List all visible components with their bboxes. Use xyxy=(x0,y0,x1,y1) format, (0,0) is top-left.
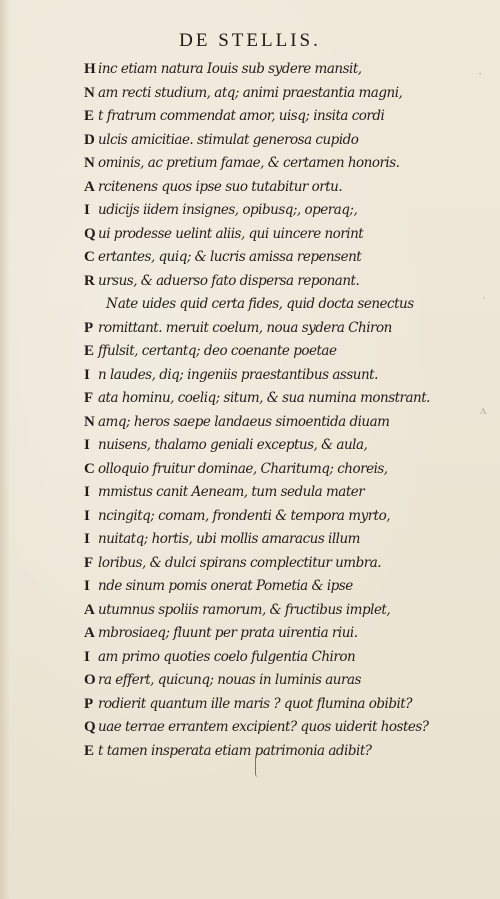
verse-line xyxy=(84,458,469,482)
verse-line xyxy=(84,434,469,458)
verse-text: mmistus canit Aeneam, tum sedula mater xyxy=(98,484,365,500)
verse-text: amq; heros saepe landaeus simoentida diuam xyxy=(98,413,390,430)
verse-text: ata hominu, coeliq; situm, & sua numina monstrant. xyxy=(98,390,430,406)
verse-line xyxy=(84,58,469,82)
verse-initial: N xyxy=(84,413,95,430)
verse-initial: I xyxy=(84,437,90,453)
verse-line xyxy=(84,646,469,670)
verse-line xyxy=(84,693,469,717)
verse-line xyxy=(84,317,469,341)
verse-initial: E xyxy=(84,742,95,759)
verse-text: ursus, & aduerso fato dispersa reponant. xyxy=(98,272,360,289)
margin-mark: · xyxy=(482,290,487,305)
verse-initial: E xyxy=(84,343,95,359)
verse-line xyxy=(84,552,469,576)
verse-line xyxy=(84,105,469,129)
verse-initial: N xyxy=(84,155,95,171)
verse-line xyxy=(84,669,469,693)
verse-line xyxy=(84,270,469,294)
verse-line xyxy=(84,364,469,388)
verse-line xyxy=(84,575,469,599)
verse-text: t tamen insperata etiam patrimonia adibit? xyxy=(98,742,372,759)
verse-line xyxy=(84,411,469,435)
verse-initial: E xyxy=(84,108,95,124)
verse-text: loribus, & dulci spirans complectitur umbra. xyxy=(98,554,382,571)
verse-line xyxy=(84,246,469,270)
verse-initial: F xyxy=(84,554,94,571)
verse-text: rodierit quantum ille maris ? quot flumina obibit? xyxy=(98,695,412,712)
verse-text: am primo quoties coelo fulgentia Chiron xyxy=(98,648,356,665)
page-header: DE STELLIS. xyxy=(179,30,321,51)
verse-initial: N xyxy=(84,84,95,101)
verse-text: romittant. meruit coelum, noua sydera Chiron xyxy=(98,319,392,336)
verse-text: udicijs iidem insignes, opibusq;, operaq;, xyxy=(98,202,358,218)
verse-text: nuisens, thalamo geniali exceptus, & aula, xyxy=(98,437,368,453)
verse-initial: I xyxy=(84,531,90,547)
verse-initial: A xyxy=(84,178,95,195)
page-gutter-shadow xyxy=(0,0,10,899)
verse-initial: Q xyxy=(84,719,96,735)
verse-initial: C xyxy=(84,249,95,265)
verse-text: rcitenens quos ipse suo tutabitur ortu. xyxy=(98,178,343,195)
verse-initial: Q xyxy=(84,225,96,242)
verse-initial: R xyxy=(84,272,95,289)
verse-initial: I xyxy=(84,202,90,218)
verse-text: ertantes, quiq; & lucris amissa repensent xyxy=(98,249,362,265)
verse-initial: P xyxy=(84,695,94,712)
verse-initial: I xyxy=(84,507,90,524)
verse-initial: P xyxy=(84,319,94,336)
verse-line xyxy=(84,481,469,505)
verse-line xyxy=(84,82,469,106)
verse-line xyxy=(84,223,469,247)
verse-line xyxy=(84,716,469,740)
verse-text: t fratrum commendat amor, uisq; insita cordi xyxy=(98,108,385,124)
verse-text: ate uides quid certa fides, quid docta senectus xyxy=(117,296,414,312)
verse-line xyxy=(84,152,469,176)
margin-mark: ʌ xyxy=(480,402,487,417)
verse-line xyxy=(84,387,469,411)
verse-initial: C xyxy=(84,460,95,477)
verse-block xyxy=(84,58,469,763)
verse-initial: I xyxy=(84,648,90,665)
verse-line xyxy=(84,622,469,646)
verse-text: ui prodesse uelint aliis, qui uincere norint xyxy=(98,225,364,242)
verse-text: inc etiam natura Iouis sub sydere mansit, xyxy=(98,61,362,77)
verse-initial: I xyxy=(84,484,90,500)
verse-text: ominis, ac pretium famae, & certamen honoris. xyxy=(98,155,400,171)
verse-line xyxy=(84,176,469,200)
verse-line xyxy=(84,505,469,529)
verse-text: ncingitq; comam, frondenti & tempora myrto, xyxy=(98,507,390,524)
verse-initial: N xyxy=(106,296,118,312)
verse-text: mbrosiaeq; fluunt per prata uirentia riui. xyxy=(98,625,358,641)
verse-text: utumnus spoliis ramorum, & fructibus implet, xyxy=(98,601,391,618)
verse-line xyxy=(84,293,469,317)
verse-text: olloquio fruitur dominae, Charitumq; choreis, xyxy=(98,460,388,477)
verse-text: uae terrae errantem excipient? quos uiderit hostes? xyxy=(98,719,429,735)
margin-mark: · xyxy=(478,66,483,81)
verse-text: am recti studium, atq; animi praestantia magni, xyxy=(98,84,403,101)
verse-text: ffulsit, certantq; deo coenante poetae xyxy=(98,343,337,359)
verse-line xyxy=(84,199,469,223)
verse-initial: I xyxy=(84,578,90,594)
verse-line xyxy=(84,528,469,552)
verse-initial: F xyxy=(84,390,94,406)
verse-initial: O xyxy=(84,672,96,688)
verse-text: ra effert, quicunq; nouas in luminis auras xyxy=(98,672,361,688)
verse-initial: D xyxy=(84,131,95,148)
verse-line xyxy=(84,740,469,764)
verse-text: ulcis amicitiae. stimulat generosa cupido xyxy=(98,131,359,148)
verse-text: nuitatq; hortis, ubi mollis amaracus illum xyxy=(98,531,360,547)
verse-line xyxy=(84,599,469,623)
verse-line xyxy=(84,340,469,364)
verse-text: nde sinum pomis onerat Pometia & ipse xyxy=(98,578,353,594)
verse-line xyxy=(84,129,469,153)
bottom-mark xyxy=(255,755,262,777)
verse-initial: I xyxy=(84,366,90,383)
verse-initial: H xyxy=(84,61,96,77)
verse-initial: A xyxy=(84,601,95,618)
verse-initial: A xyxy=(84,625,95,641)
verse-text: n laudes, diq; ingeniis praestantibus assunt. xyxy=(98,366,378,383)
